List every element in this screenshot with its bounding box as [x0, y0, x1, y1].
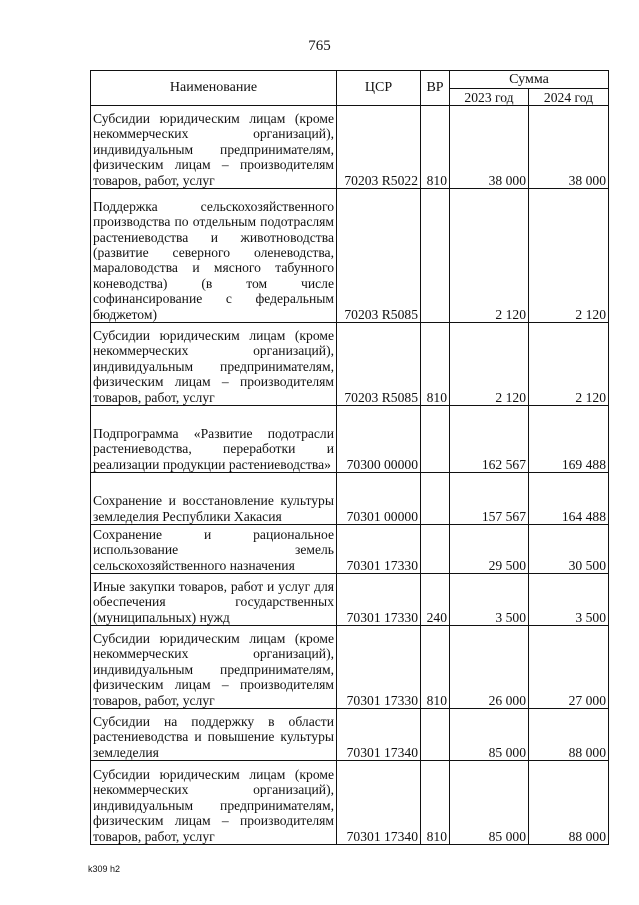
- row-amount-2023: 26 000: [450, 626, 529, 709]
- row-amount-2024: 88 000: [529, 761, 609, 845]
- row-csr: 70300 00000: [337, 406, 421, 473]
- row-amount-2023: 85 000: [450, 761, 529, 845]
- row-amount-2024: 164 488: [529, 473, 609, 525]
- table-row: [91, 323, 609, 406]
- row-vr: [421, 473, 450, 525]
- row-amount-2024: 27 000: [529, 626, 609, 709]
- table-row: [91, 761, 609, 845]
- header-year-2024: 2024 год: [529, 89, 609, 106]
- row-name: Субсидии юридическим лицам (кроме некоммерческих организаций), индивидуальным предпринимателям, физическим лицам – производителям товаров, работ, услуг: [91, 626, 337, 709]
- row-vr: 810: [421, 323, 450, 406]
- row-vr: [421, 189, 450, 323]
- table-row: [91, 189, 609, 323]
- row-amount-2024: 2 120: [529, 323, 609, 406]
- header-name: Наименование: [91, 71, 337, 106]
- row-amount-2023: 2 120: [450, 323, 529, 406]
- row-vr: 810: [421, 106, 450, 189]
- row-amount-2023: 29 500: [450, 525, 529, 574]
- table-row: [91, 574, 609, 626]
- row-amount-2023: 3 500: [450, 574, 529, 626]
- row-amount-2023: 157 567: [450, 473, 529, 525]
- row-name: Иные закупки товаров, работ и услуг для обеспечения государственных (муниципальных) нужд: [91, 574, 337, 626]
- row-name: Субсидии юридическим лицам (кроме некоммерческих организаций), индивидуальным предпринимателям, физическим лицам – производителям товаров, работ, услуг: [91, 761, 337, 845]
- row-name: Сохранение и рациональное использование земель сельскохозяйственного назначения: [91, 525, 337, 574]
- row-amount-2024: 38 000: [529, 106, 609, 189]
- table-row: [91, 473, 609, 525]
- table-row: [91, 709, 609, 761]
- row-name: Субсидии юридическим лицам (кроме некоммерческих организаций), индивидуальным предпринимателям, физическим лицам – производителям товаров, работ, услуг: [91, 323, 337, 406]
- row-vr: 810: [421, 626, 450, 709]
- header-csr: ЦСР: [337, 71, 421, 106]
- row-csr: 70203 R5022: [337, 106, 421, 189]
- row-vr: 240: [421, 574, 450, 626]
- header-sum: Сумма: [450, 71, 609, 89]
- row-csr: 70301 17330: [337, 525, 421, 574]
- header-year-2023: 2023 год: [450, 89, 529, 106]
- row-csr: 70301 17340: [337, 761, 421, 845]
- row-amount-2024: 169 488: [529, 406, 609, 473]
- table-row: [91, 406, 609, 473]
- footer-code: k309 h2: [88, 864, 121, 874]
- row-csr: 70301 17330: [337, 574, 421, 626]
- budget-table: [90, 70, 609, 845]
- row-csr: 70203 R5085: [337, 323, 421, 406]
- row-csr: 70203 R5085: [337, 189, 421, 323]
- row-amount-2023: 162 567: [450, 406, 529, 473]
- table-row: [91, 106, 609, 189]
- row-name: Сохранение и восстановление культуры земледелия Республики Хакасия: [91, 473, 337, 525]
- row-amount-2023: 38 000: [450, 106, 529, 189]
- row-amount-2024: 30 500: [529, 525, 609, 574]
- table-row: [91, 525, 609, 574]
- header-vr: ВР: [421, 71, 450, 106]
- row-name: Поддержка сельскохозяйственного производства по отдельным подотраслям растениеводства и животноводства (развитие северного оленеводства, мараловодства и мясного табунного коневодства) (в том числе софинансирование с федеральным бюджетом): [91, 189, 337, 323]
- row-amount-2024: 3 500: [529, 574, 609, 626]
- row-name: Субсидии юридическим лицам (кроме некоммерческих организаций), индивидуальным предпринимателям, физическим лицам – производителям товаров, работ, услуг: [91, 106, 337, 189]
- row-vr: [421, 525, 450, 574]
- row-amount-2024: 88 000: [529, 709, 609, 761]
- row-csr: 70301 17330: [337, 626, 421, 709]
- row-name: Подпрограмма «Развитие подотрасли растениеводства, переработки и реализации продукции растениеводства»: [91, 406, 337, 473]
- row-csr: 70301 17340: [337, 709, 421, 761]
- page-number: 765: [308, 38, 331, 54]
- row-name: Субсидии на поддержку в области растениеводства и повышение культуры земледелия: [91, 709, 337, 761]
- row-amount-2024: 2 120: [529, 189, 609, 323]
- row-amount-2023: 85 000: [450, 709, 529, 761]
- row-vr: [421, 406, 450, 473]
- row-amount-2023: 2 120: [450, 189, 529, 323]
- row-vr: [421, 709, 450, 761]
- row-vr: 810: [421, 761, 450, 845]
- row-csr: 70301 00000: [337, 473, 421, 525]
- table-row: [91, 626, 609, 709]
